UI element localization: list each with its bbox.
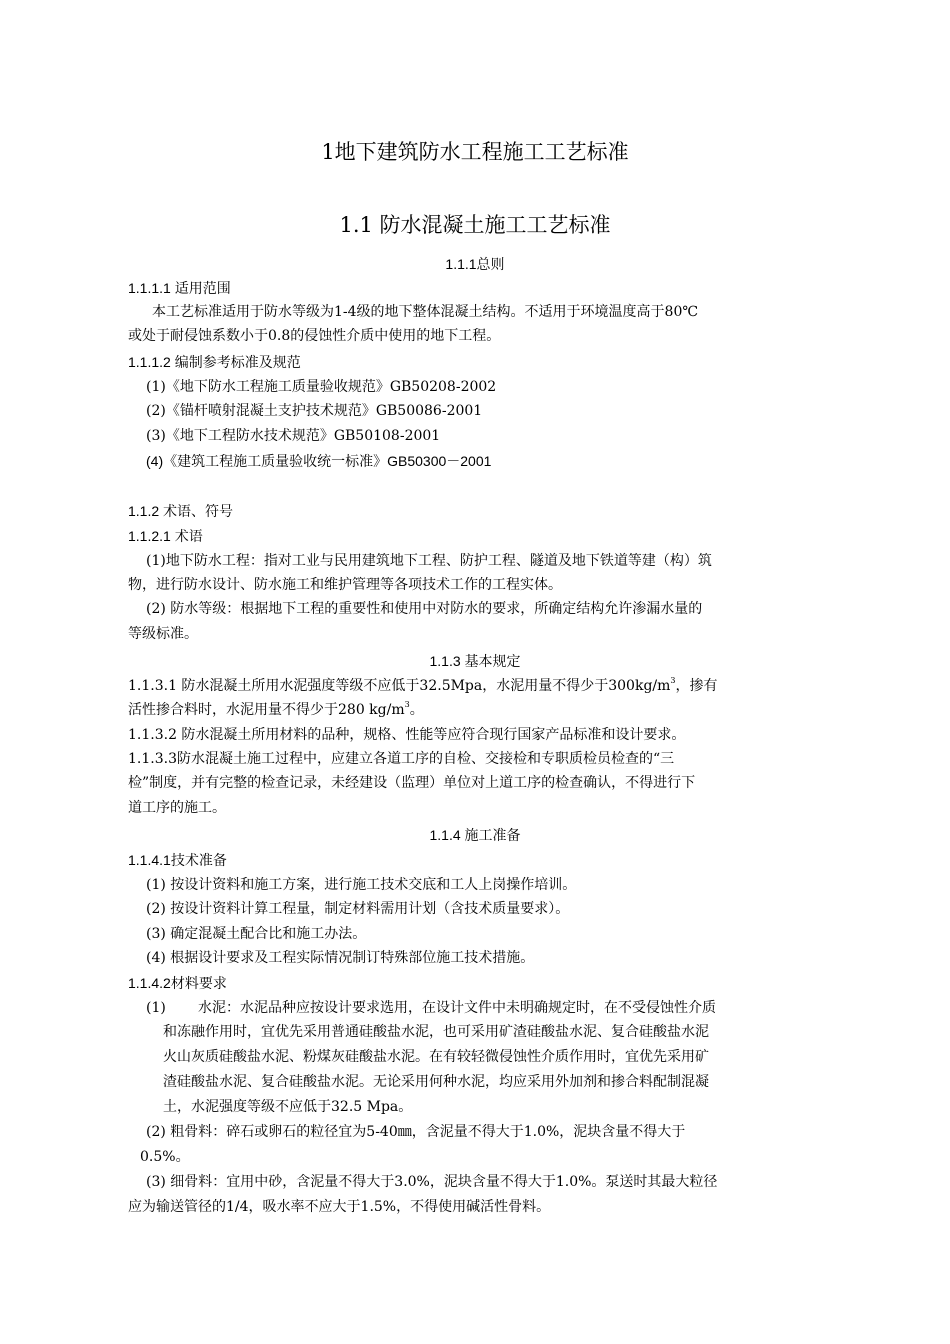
superscript: 3 [670, 676, 676, 685]
reference-item: (3)《地下工程防水技术规范》GB50108-2001 [146, 428, 441, 444]
section-title: 1.1 防水混凝土施工工艺标准 [339, 213, 611, 237]
heading-1-1-1: 1.1.1总则 [445, 256, 505, 272]
material-line: 火山灰质硅酸盐水泥、粉煤灰硅酸盐水泥。在有较轻微侵蚀性介质作用时，宜优先采用矿 [163, 1049, 709, 1065]
reference-item: (4)《建筑工程施工质量验收统一标准》GB50300－2001 [146, 453, 492, 469]
rule-text: 1.1.3.1 防水混凝土所用水泥强度等级不应低于32.5Mpa，水泥用量不得少于300kg/m [128, 678, 671, 694]
material-number: (1) [146, 1000, 166, 1016]
prep-item: (1) 按设计资料和施工方案，进行施工技术交底和工人上岗操作培训。 [146, 877, 577, 893]
rule-text: ，掺有 [675, 678, 718, 694]
material-line: 土，水泥强度等级不应低于32.5 Mpa。 [163, 1099, 413, 1115]
material-line: 0.5%。 [140, 1149, 190, 1165]
heading-1-1-1-2: 1.1.1.2 编制参考标准及规范 [128, 354, 301, 370]
material-line: 应为输送管径的1/4，吸水率不应大于1.5%，不得使用碱活性骨料。 [128, 1199, 551, 1215]
material-line: (2) 粗骨料：碎石或卵石的粒径宜为5-40㎜，含泥量不得大于1.0%，泥块含量不得大于 [146, 1124, 686, 1140]
term-line: (2) 防水等级：根据地下工程的重要性和使用中对防水的要求，所确定结构允许渗漏水量的 [146, 601, 703, 617]
rule-line [128, 676, 718, 696]
rule-line: 1.1.3.3防水混凝土施工过程中，应建立各道工序的自检、交接检和专职质检员检查的“三 [128, 751, 675, 767]
reference-item: (2)《锚杆喷射混凝土支护技术规范》GB50086-2001 [146, 403, 483, 419]
term-line: 物，进行防水设计、防水施工和维护管理等各项技术工作的工程实体。 [128, 577, 562, 593]
reference-item: (1)《地下防水工程施工质量验收规范》GB50208-2002 [146, 379, 497, 395]
term-line: (1)地下防水工程：指对工业与民用建筑地下工程、防护工程、隧道及地下铁道等建（构）筑 [146, 553, 712, 569]
heading-1-1-4-1: 1.1.4.1技术准备 [128, 852, 227, 868]
material-line: (3) 细骨料：宜用中砂，含泥量不得大于3.0%，泥块含量不得大于1.0%。泵送时其最大粒径 [146, 1174, 718, 1190]
heading-1-1-4-2: 1.1.4.2材料要求 [128, 975, 227, 991]
scope-line: 本工艺标准适用于防水等级为1-4级的地下整体混凝土结构。不适用于环境温度高于80℃ [152, 304, 699, 320]
rule-line: 1.1.3.2 防水混凝土所用材料的品种，规格、性能等应符合现行国家产品标准和设计要求。 [128, 727, 686, 743]
heading-1-1-1-1: 1.1.1.1 适用范围 [128, 280, 231, 296]
heading-1-1-2: 1.1.2 术语、符号 [128, 503, 234, 519]
rule-text: 。 [409, 702, 424, 718]
material-line: 渣硅酸盐水泥、复合硅酸盐水泥。无论采用何种水泥，均应采用外加剂和掺合料配制混凝 [163, 1074, 709, 1090]
material-line: 水泥：水泥品种应按设计要求选用，在设计文件中未明确规定时，在不受侵蚀性介质 [198, 1000, 716, 1016]
heading-1-1-3: 1.1.3 基本规定 [429, 653, 521, 669]
prep-item: (4) 根据设计要求及工程实际情况制订特殊部位施工技术措施。 [146, 950, 535, 966]
rule-line: 检”制度，并有完整的检查记录，未经建设（监理）单位对上道工序的检查确认，不得进行下 [128, 775, 696, 791]
material-line: 和冻融作用时，宜优先采用普通硅酸盐水泥，也可采用矿渣硅酸盐水泥、复合硅酸盐水泥 [163, 1024, 709, 1040]
heading-1-1-2-1: 1.1.2.1 术语 [128, 528, 203, 544]
heading-1-1-4: 1.1.4 施工准备 [429, 827, 521, 843]
prep-item: (3) 确定混凝土配合比和施工办法。 [146, 926, 367, 942]
superscript: 3 [404, 700, 410, 709]
rule-text: 活性掺合料时，水泥用量不得少于280 kg/m [128, 702, 405, 718]
page-title: 1地下建筑防水工程施工工艺标准 [321, 140, 629, 164]
scope-line: 或处于耐侵蚀系数小于0.8的侵蚀性介质中使用的地下工程。 [128, 328, 501, 344]
rule-line [128, 700, 424, 720]
prep-item: (2) 按设计资料计算工程量，制定材料需用计划（含技术质量要求）。 [146, 901, 570, 917]
term-line: 等级标准。 [128, 626, 198, 642]
rule-line: 道工序的施工。 [128, 800, 226, 816]
